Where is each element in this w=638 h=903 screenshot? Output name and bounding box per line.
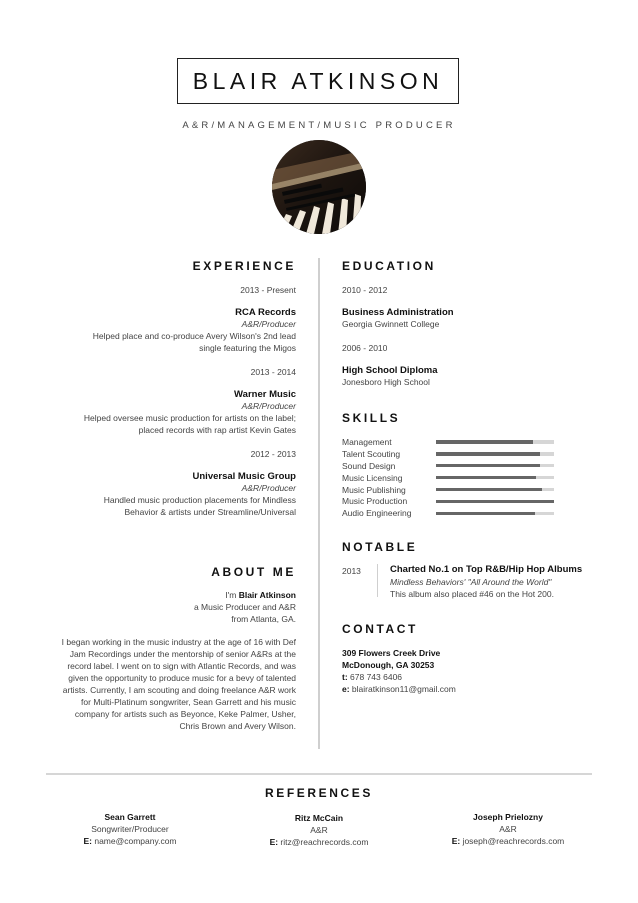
contact-phone: 678 743 6406 [347,672,403,682]
skill-bar [436,500,554,504]
reference-card [239,812,399,848]
experience-role: A&R/Producer [241,483,296,493]
skill-bar [436,512,554,516]
skills-heading: SKILLS [342,411,401,425]
experience-description: Helped oversee music production for artists on the label; [83,413,296,423]
skill-row [342,448,602,460]
resume-subtitle: A&R/MANAGEMENT/MUSIC PRODUCER [182,120,456,131]
skill-name: Management [342,436,392,447]
skill-name: Talent Scouting [342,448,401,459]
reference-email-label: E: [451,836,461,846]
reference-name: Sean Garrett [104,812,156,822]
about-bio-line: record label. I went on to sign with Atlantic Records, and was [67,661,296,671]
education-heading: EDUCATION [342,259,436,273]
about-intro-name: Blair Atkinson [238,590,296,600]
skill-bar [436,488,554,492]
reference-name: Ritz McCain [294,813,344,823]
skill-row [342,507,602,519]
contact-phone-label: t: [342,672,348,682]
education-degree: Business Administration [342,307,454,318]
experience-dates: 2012 - 2013 [250,449,296,459]
experience-item [40,448,296,518]
reference-role: Songwriter/Producer [91,824,169,834]
contact-email[interactable]: blairatkinson11@gmail.com [349,684,456,694]
experience-role: A&R/Producer [241,401,296,411]
skills-list [342,436,602,519]
skill-bar [436,440,554,444]
about-bio-line: company for artists such as Beyonce, Keke Palmer, Usher, [74,709,296,719]
experience-description: Handled music production placements for Mindless [103,495,296,505]
contact-address: 309 Flowers Creek Drive [342,648,441,658]
skill-row [342,436,602,448]
reference-card [50,811,210,847]
name-box [177,58,459,104]
skill-bar [436,452,554,456]
reference-email[interactable]: joseph@reachrecords.com [460,836,565,846]
skill-name: Audio Engineering [342,508,412,519]
reference-email[interactable]: name@company.com [91,836,177,846]
about-heading: ABOUT ME [211,565,296,579]
skill-bar-fill [436,452,540,456]
about-bio-line: for Multi-Platinum songwriter, Sean Garrett and his music [81,697,296,707]
reference-email-label: E: [83,836,92,846]
about-bio-line: Chris Brown and Avery Wilson. [179,721,296,731]
skill-bar-fill [436,464,540,468]
reference-card [428,811,588,847]
about-intro [40,589,296,625]
about-intro-line: from Atlanta, GA. [231,614,296,624]
reference-name: Joseph Prielozny [473,812,543,822]
skill-bar [436,464,554,468]
skill-name: Music Production [342,496,408,507]
experience-description: Helped place and co-produce Avery Wilson's 2nd lead [92,331,296,341]
reference-email[interactable]: ritz@reachrecords.com [278,837,369,847]
notable-note: This album also placed #46 on the Hot 200. [390,589,554,599]
experience-company: RCA Records [235,307,296,318]
column-divider [318,258,320,749]
reference-role: A&R [310,825,328,835]
education-school: Jonesboro High School [342,377,430,387]
about-intro-line: a Music Producer and A&R [193,602,296,612]
profile-photo [272,140,366,234]
about-bio-line: given the opportunity to produce music for a bevy of talented [68,673,296,683]
experience-description: single featuring the Migos [199,343,296,353]
skill-name: Music Publishing [342,484,406,495]
skill-bar-fill [436,488,542,492]
experience-heading: EXPERIENCE [192,259,296,273]
references-heading: REFERENCES [264,786,373,800]
notable-rule [377,564,378,597]
skill-bar-fill [436,512,535,516]
notable-year: 2013 [342,566,361,576]
skill-row [342,495,602,507]
skill-name: Sound Design [342,460,396,471]
contact-heading: CONTACT [342,622,418,636]
notable-song: "All Around the World" [465,577,552,587]
education-item [342,284,602,330]
reference-role: A&R [499,824,517,834]
education-school: Georgia Gwinnett College [342,319,440,329]
resume-name: BLAIR ATKINSON [192,67,444,94]
skill-bar-fill [436,440,533,444]
education-degree: High School Diploma [342,365,438,376]
skill-row [342,484,602,496]
notable-artist: Mindless Behaviors' [390,577,466,587]
education-dates: 2006 - 2010 [342,343,388,353]
about-bio-line: Jam Recordings under the mentorship of senior A&Rs at the [69,649,296,659]
experience-role: A&R/Producer [241,319,296,329]
reference-email-label: E: [269,837,279,847]
experience-item [40,284,296,354]
about-intro-prefix: I'm [225,590,239,600]
contact-details [342,647,602,695]
skill-bar [436,476,554,480]
skill-row [342,472,602,484]
notable-title: Charted No.1 on Top R&B/Hip Hop Albums [390,564,583,575]
education-dates: 2010 - 2012 [342,285,388,295]
about-bio-line: I began working in the music industry at the age of 16 with Def [61,637,296,647]
notable-heading: NOTABLE [342,540,418,554]
experience-dates: 2013 - 2014 [250,367,296,377]
about-bio-line: artists. Currently, I am scouting and doing freelance A&R work [62,685,296,695]
experience-dates: 2013 - Present [240,285,296,295]
experience-description: placed records with rap artist Kevin Gates [138,425,296,435]
skill-bar-fill [436,476,536,480]
experience-description: Behavior & artists under Streamline/Universal [124,507,296,517]
contact-address: McDonough, GA 30253 [342,660,435,670]
about-bio [40,636,296,732]
references-divider [46,773,592,775]
skill-row [342,460,602,472]
experience-item [40,366,296,436]
skill-name: Music Licensing [342,472,403,483]
education-item [342,342,602,388]
experience-company: Warner Music [234,389,296,400]
notable-entry [390,564,630,600]
experience-company: Universal Music Group [192,471,296,482]
contact-email-label: e: [342,684,350,694]
skill-bar-fill [436,500,554,504]
